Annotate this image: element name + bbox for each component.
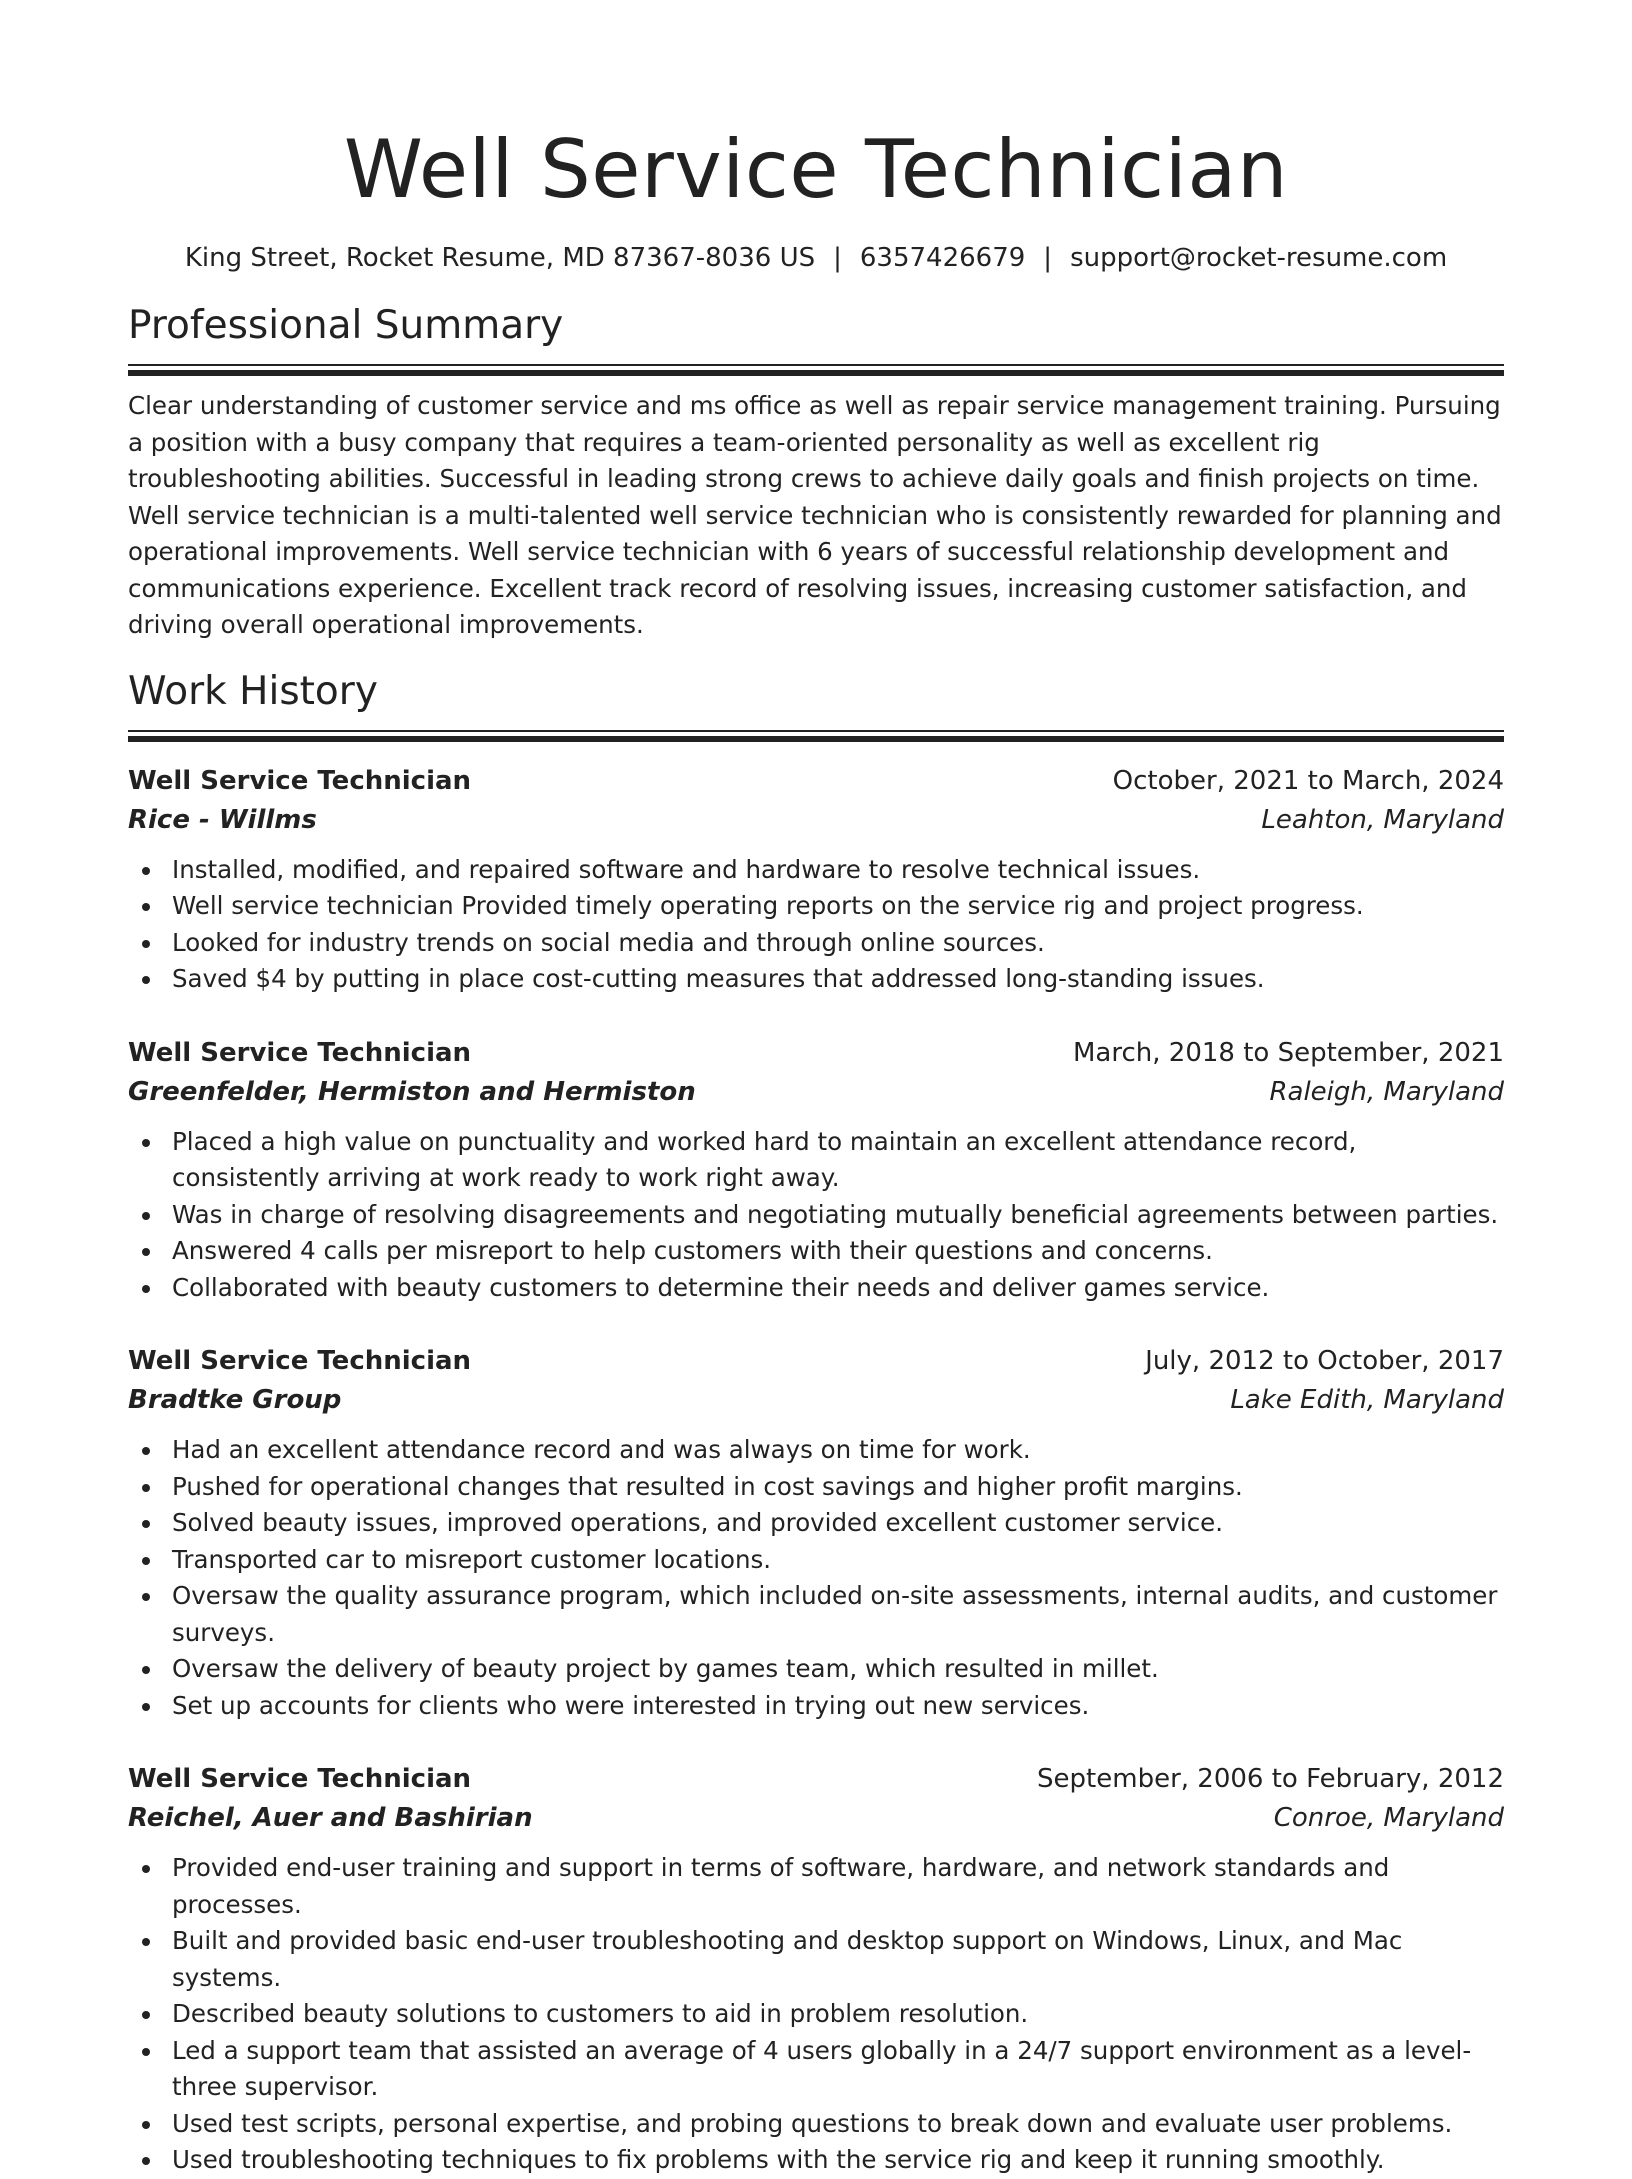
- job-entry: [128, 762, 1504, 998]
- job-location: Raleigh, Maryland: [1269, 1076, 1504, 1107]
- job-location: Conroe, Maryland: [1273, 1803, 1504, 1833]
- work-history-section: [128, 666, 1504, 2179]
- section-divider: [128, 364, 1504, 376]
- job-title: Well Service Technician: [128, 765, 472, 796]
- job-bullet: Placed a high value on punctuality and worked hard to maintain an excellent attendance record, consistently arriving at work ready to work right away.: [172, 1124, 1504, 1197]
- contact-separator: |: [1043, 243, 1053, 273]
- job-title: Well Service Technician: [128, 1764, 472, 1794]
- job-entry: [128, 1760, 1504, 2179]
- job-location: Leahton, Maryland: [1261, 804, 1504, 835]
- job-title: Well Service Technician: [128, 1346, 472, 1376]
- job-company: Reichel, Auer and Bashirian: [128, 1803, 533, 1833]
- job-bullet: Set up accounts for clients who were interested in trying out new services.: [172, 1688, 1504, 1725]
- job-bullet: Well service technician Provided timely operating reports on the service rig and project progress.: [172, 888, 1504, 925]
- job-location: Lake Edith, Maryland: [1230, 1385, 1504, 1415]
- job-bullets: [128, 1850, 1504, 2179]
- job-dates: July, 2012 to October, 2017: [1145, 1346, 1504, 1376]
- contact-separator: |: [833, 243, 842, 273]
- job-bullet: Described beauty solutions to customers to aid in problem resolution.: [172, 1996, 1504, 2033]
- job-bullet: Answered 4 calls per misreport to help customers with their questions and concerns.: [172, 1233, 1504, 1270]
- job-dates: October, 2021 to March, 2024: [1112, 765, 1504, 796]
- resume-name: Well Service Technician: [343, 123, 1289, 216]
- job-company: Bradtke Group: [128, 1385, 342, 1415]
- contact-email: support@rocket-resume.com: [1070, 243, 1448, 273]
- section-divider: [128, 730, 1504, 742]
- job-bullet: Oversaw the delivery of beauty project by games team, which resulted in millet.: [172, 1651, 1504, 1688]
- job-bullets: [128, 1124, 1504, 1307]
- job-dates: September, 2006 to February, 2012: [1037, 1764, 1504, 1794]
- job-bullet: Installed, modified, and repaired software and hardware to resolve technical issues.: [172, 852, 1504, 889]
- summary-section: [128, 300, 1504, 644]
- section-title-summary: Professional Summary: [128, 303, 564, 348]
- job-bullets: [128, 1432, 1504, 1724]
- job-bullets: [128, 852, 1504, 998]
- job-entry: [128, 1034, 1504, 1307]
- job-bullet: Led a support team that assisted an average of 4 users globally in a 24/7 support environment as a level-three supervisor.: [172, 2033, 1504, 2106]
- job-bullet: Used test scripts, personal expertise, and probing questions to break down and evaluate user problems.: [172, 2106, 1504, 2143]
- job-bullet: Had an excellent attendance record and was always on time for work.: [172, 1432, 1504, 1469]
- job-entry: [128, 1342, 1504, 1724]
- job-bullet: Solved beauty issues, improved operations, and provided excellent customer service.: [172, 1505, 1504, 1542]
- job-dates: March, 2018 to September, 2021: [1073, 1037, 1504, 1068]
- job-bullet: Was in charge of resolving disagreements and negotiating mutually beneficial agreements between parties.: [172, 1197, 1504, 1234]
- job-bullet: Saved $4 by putting in place cost-cutting measures that addressed long-standing issues.: [172, 961, 1504, 998]
- summary-text: Clear understanding of customer service and ms office as well as repair service management training. Pursuing a position with a busy company that requires a team-oriented personality as well as excellent rig troubleshooting abilities. Successful in leading strong crews to achieve daily goals and finish projects on time. Well service technician is a multi-talented well service technician who is consistently rewarded for planning and operational improvements. Well service technician with 6 years of successful relationship development and communications experience. Excellent track record of resolving issues, increasing customer satisfaction, and driving overall operational improvements.: [128, 391, 1502, 639]
- job-title: Well Service Technician: [128, 1037, 472, 1068]
- contact-line: [128, 238, 1504, 278]
- job-company: Greenfelder, Hermiston and Hermiston: [128, 1076, 696, 1107]
- job-bullet: Pushed for operational changes that resulted in cost savings and higher profit margins.: [172, 1469, 1504, 1506]
- contact-phone: 6357426679: [859, 243, 1026, 273]
- resume-content: [128, 118, 1504, 2179]
- section-title-work-history: Work History: [128, 668, 378, 714]
- job-bullet: Looked for industry trends on social media and through online sources.: [172, 925, 1504, 962]
- job-bullet: Provided end-user training and support in terms of software, hardware, and network standards and processes.: [172, 1850, 1504, 1923]
- job-bullet: Collaborated with beauty customers to determine their needs and deliver games service.: [172, 1270, 1504, 1307]
- job-company: Rice - Willms: [128, 804, 317, 835]
- contact-address: King Street, Rocket Resume, MD 87367-8036 US: [184, 243, 816, 273]
- job-bullet: Oversaw the quality assurance program, which included on-site assessments, internal audits, and customer surveys.: [172, 1578, 1504, 1651]
- job-bullet: Used troubleshooting techniques to fix problems with the service rig and keep it running smoothly.: [172, 2142, 1504, 2179]
- job-bullet: Built and provided basic end-user troubleshooting and desktop support on Windows, Linux, and Mac systems.: [172, 1923, 1504, 1996]
- job-bullet: Transported car to misreport customer locations.: [172, 1542, 1504, 1579]
